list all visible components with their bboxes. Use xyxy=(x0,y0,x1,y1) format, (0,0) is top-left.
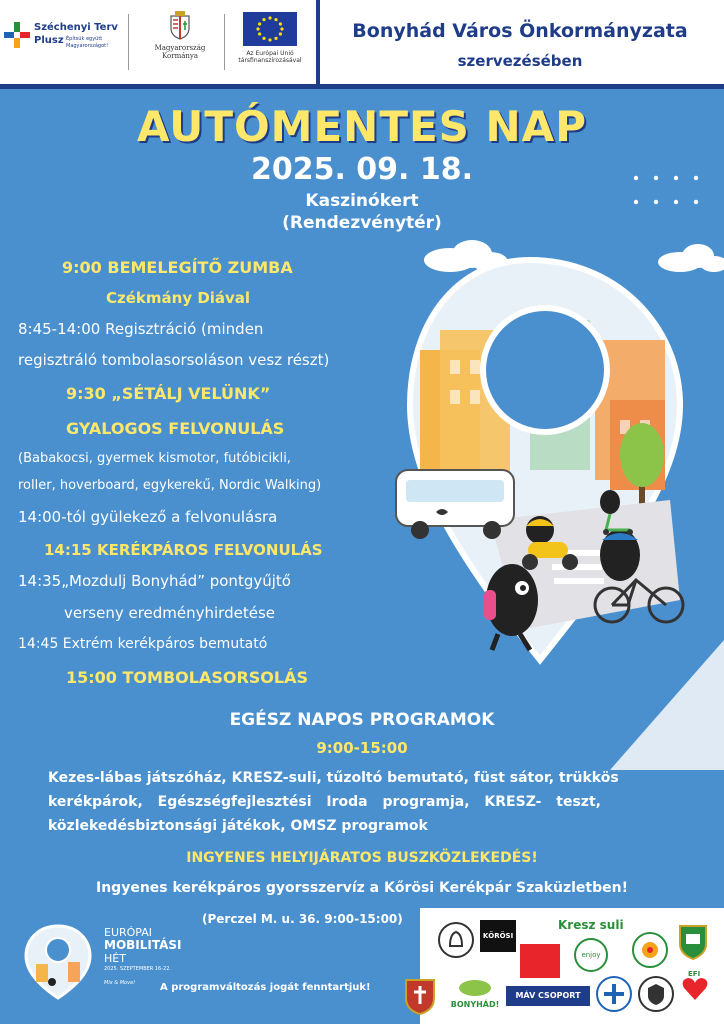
allday-description xyxy=(48,766,680,838)
szechenyi-logo xyxy=(4,18,124,68)
mobility-pin-icon xyxy=(18,920,98,1000)
disclaimer-text: A programváltozás jogát fenntartjuk! xyxy=(160,982,371,993)
police-badge-icon xyxy=(640,978,672,1010)
event-venue xyxy=(0,190,724,234)
allday-line: közlekedésbiztonsági játékok, OMSZ programok xyxy=(48,818,428,834)
program-item: Czékmány Diával xyxy=(106,289,251,307)
government-logo xyxy=(140,10,220,76)
szechenyi-plus: Plusz xyxy=(34,35,64,46)
allday-title: EGÉSZ NAPOS PROGRAMOK xyxy=(229,710,495,730)
header-divider xyxy=(128,14,129,70)
program-item: regisztráló tombolasorsoláson vesz részt) xyxy=(18,351,330,369)
rescue-emblem-icon xyxy=(634,934,666,966)
mobility-line-1: EURÓPAI xyxy=(104,926,153,939)
program-item: 9:30 „SÉTÁLJ VELÜNK” xyxy=(66,384,271,403)
program-item: verseny eredményhirdetése xyxy=(64,604,275,622)
program-item: 15:00 TOMBOLASORSOLÁS xyxy=(66,668,308,687)
mobility-line-3: HÉT xyxy=(104,952,126,965)
allday-line: kerékpárok, Egészségfejlesztési Iroda programja, KRESZ- teszt, xyxy=(48,794,601,810)
allday-line: Kezes-lábas játszóház, KRESZ-suli, tűzoltó bemutató, füst sátor, trükkös xyxy=(48,770,619,786)
szechenyi-title: Széchenyi Terv xyxy=(34,22,118,33)
gov-line-1: Magyarország xyxy=(154,44,206,52)
hand-logo-icon xyxy=(440,924,472,956)
mobility-line-2: MOBILITÁSI xyxy=(104,938,182,952)
sponsor-rescue xyxy=(632,932,668,968)
szechenyi-slogan-2: Magyarországot! xyxy=(66,43,109,49)
sponsor-kresz-suli: Kresz suli xyxy=(558,918,624,932)
eu-line-2: társfinanszírozásával xyxy=(238,57,302,64)
sponsor-efi xyxy=(680,970,710,1004)
sponsor-enjoy xyxy=(574,938,608,972)
header-organizer-panel xyxy=(316,0,724,84)
efi-label: EFI xyxy=(688,970,701,978)
crest-icon xyxy=(400,976,440,1016)
eu-logo xyxy=(230,12,310,78)
enjoy-label: enjoy xyxy=(581,951,601,959)
allday-time: 9:00-15:00 xyxy=(316,739,408,757)
star-of-life-icon xyxy=(598,978,630,1010)
cloud-icon xyxy=(658,244,724,272)
korosi-label: KŐRÖSI xyxy=(482,932,514,940)
program-item: 14:15 KERÉKPÁROS FELVONULÁS xyxy=(44,541,323,559)
sponsor-bonyhad xyxy=(450,976,500,1008)
program-item: 14:35„Mozdulj Bonyhád” pontgyűjtő xyxy=(18,572,291,590)
program-item: 9:00 BEMELEGÍTŐ ZUMBA xyxy=(62,258,293,277)
sponsor-crest-2 xyxy=(400,976,440,1016)
coat-of-arms-icon xyxy=(169,10,191,40)
program-item: roller, hoverboard, egykerekű, Nordic Walking) xyxy=(18,478,322,493)
eu-line-1: Az Európai Unió xyxy=(246,50,294,57)
eu-flag-icon xyxy=(243,12,297,46)
program-item: GYALOGOS FELVONULÁS xyxy=(66,419,285,438)
sponsor-ambulance xyxy=(596,976,632,1012)
venue-detail: (Rendezvénytér) xyxy=(282,213,442,233)
event-date: 2025. 09. 18. xyxy=(250,152,474,187)
map-pin-hole xyxy=(483,308,607,432)
organizer-subtitle: szervezésében xyxy=(457,52,583,70)
organizer-title: Bonyhád Város Önkormányzata xyxy=(352,20,688,42)
szechenyi-slogan-1: Építsük együtt xyxy=(66,36,103,42)
sponsor-logo-1 xyxy=(438,922,474,958)
mav-label: MÁV CSOPORT xyxy=(515,991,581,1000)
bonyhad-logo-icon xyxy=(450,976,500,996)
program-item: 8:45-14:00 Regisztráció (minden xyxy=(18,320,264,338)
free-bus-notice: INGYENES HELYIJÁRATOS BUSZKÖZLEKEDÉS! xyxy=(186,850,538,866)
sponsor-town-crest xyxy=(678,922,708,960)
program-item: 14:00-tól gyülekező a felvonulásra xyxy=(18,508,278,526)
mobility-week-logo xyxy=(18,914,218,1014)
bonyhad-label: BONYHÁD! xyxy=(450,1000,500,1009)
header-underline xyxy=(0,84,724,89)
sponsor-police xyxy=(638,976,674,1012)
header-divider xyxy=(224,14,225,70)
sponsor-mav xyxy=(506,986,590,1006)
town-crest-icon xyxy=(678,922,708,960)
sponsor-korosi xyxy=(480,920,516,952)
program-item: (Babakocsi, gyermek kismotor, futóbicikli, xyxy=(18,451,291,466)
sponsor-red-logo xyxy=(520,944,560,978)
mobility-illustration xyxy=(380,230,724,770)
venue-name: Kaszinókert xyxy=(305,191,419,211)
szechenyi-cross-icon xyxy=(4,22,30,48)
program-item: 14:45 Extrém kerékpáros bemutató xyxy=(18,636,268,652)
gov-line-2: Kormánya xyxy=(161,52,199,60)
event-title: AUTÓMENTES NAP xyxy=(137,102,587,151)
address-text: (Perczel M. u. 36. 9:00-15:00) xyxy=(202,912,403,926)
mobility-dates: 2025. SZEPTEMBER 16-22. xyxy=(104,966,171,972)
mobility-slogan: Mix & Move! xyxy=(104,980,136,986)
bike-service-notice: Ingyenes kerékpáros gyorsszervíz a Kőrösi Kerékpár Szaküzletben! xyxy=(96,880,628,896)
